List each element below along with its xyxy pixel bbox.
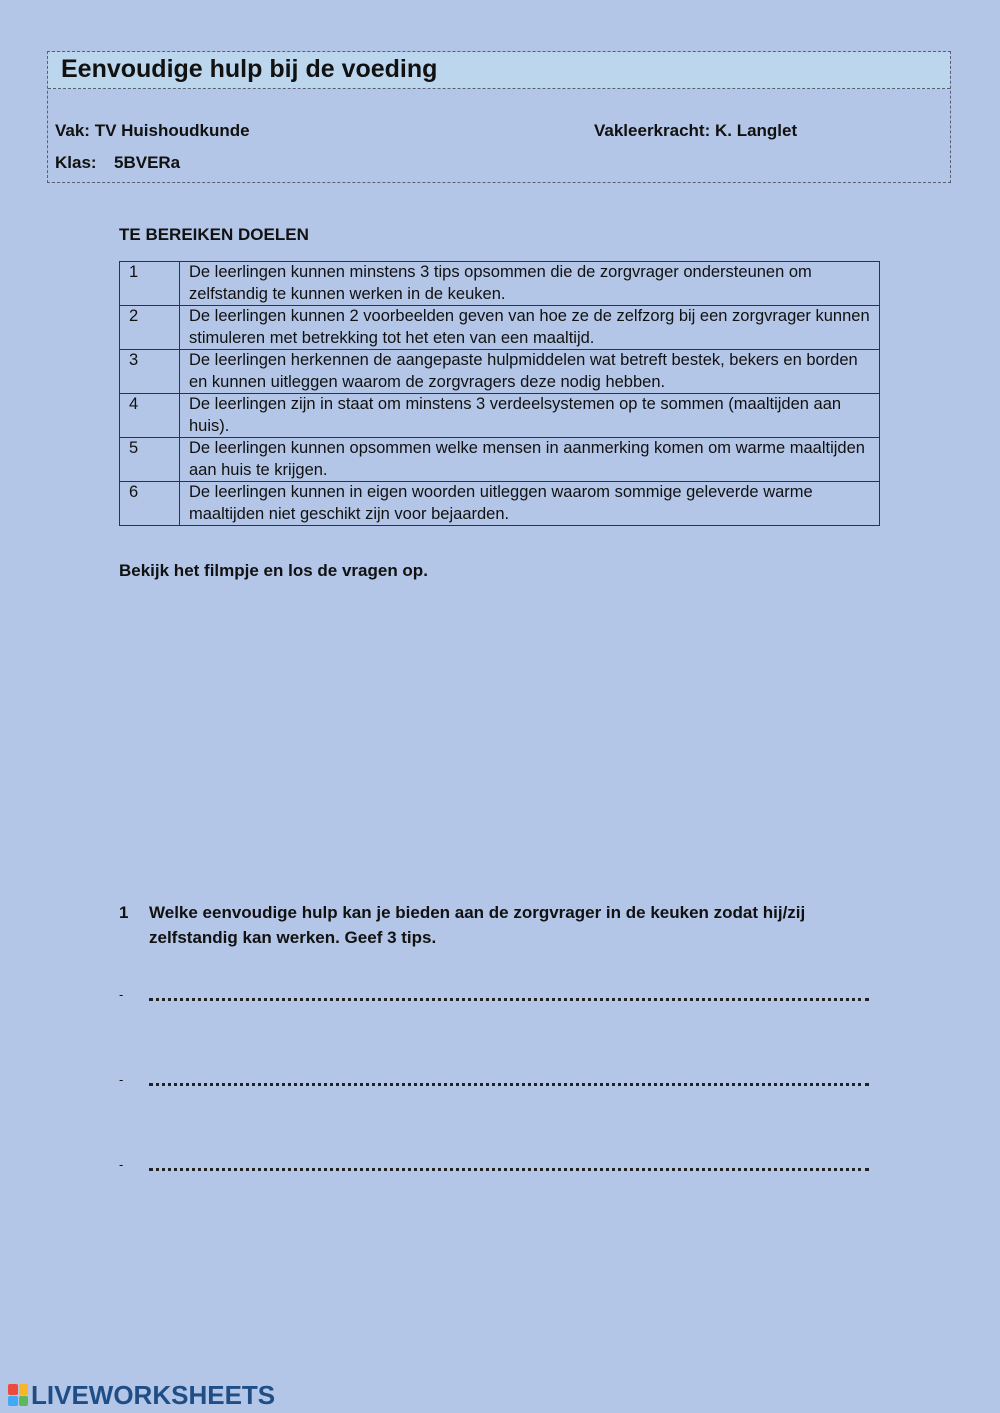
table-row (120, 350, 880, 394)
question-1 (119, 900, 879, 950)
goals-heading: TE BEREIKEN DOELEN (119, 225, 309, 244)
goal-number: 3 (120, 350, 180, 394)
table-row (120, 306, 880, 350)
worksheet-title: Eenvoudige hulp bij de voeding (48, 52, 950, 89)
question-text: Welke eenvoudige hulp kan je bieden aan de zorgvrager in de keuken zodat hij/zij zelfstandig kan werken. Geef 3 tips. (149, 903, 806, 947)
answer-dotted-line[interactable] (149, 1168, 869, 1171)
goal-number: 4 (120, 394, 180, 438)
goal-text: De leerlingen kunnen minstens 3 tips opsommen die de zorgvrager ondersteunen om zelfstandig te kunnen werken in de keuken. (180, 262, 880, 306)
table-row (120, 438, 880, 482)
goal-text: De leerlingen kunnen opsommen welke mensen in aanmerking komen om warme maaltijden aan huis te krijgen. (180, 438, 880, 482)
goals-table (119, 261, 880, 526)
logo-text: LIVEWORKSHEETS (31, 1379, 276, 1410)
bullet-dash: - (119, 1072, 124, 1087)
goal-number: 5 (120, 438, 180, 482)
goal-text: De leerlingen herkennen de aangepaste hulpmiddelen wat betreft bestek, bekers en borden en kunnen uitleggen waarom de zorgvragers deze nodig hebben. (180, 350, 880, 394)
goal-text: De leerlingen zijn in staat om minstens 3 verdeelsystemen op te sommen (maaltijden aan huis). (180, 394, 880, 438)
liveworksheets-logo[interactable] (8, 1381, 275, 1409)
answer-line-1[interactable] (119, 987, 869, 1009)
logo-square-blue (8, 1396, 18, 1407)
logo-square-red (8, 1384, 18, 1395)
answer-dotted-line[interactable] (149, 1083, 869, 1086)
answer-dotted-line[interactable] (149, 998, 869, 1001)
question-number: 1 (119, 903, 129, 922)
logo-square-green (19, 1396, 29, 1407)
bullet-dash: - (119, 1157, 124, 1172)
logo-square-yellow (19, 1384, 29, 1395)
class-value: 5BVERa (114, 153, 181, 172)
header-box (47, 51, 951, 183)
subject-label: Vak: TV Huishoudkunde (55, 121, 250, 140)
teacher-label: Vakleerkracht: K. Langlet (594, 121, 798, 140)
table-row (120, 482, 880, 526)
goal-text: De leerlingen kunnen in eigen woorden uitleggen waarom sommige geleverde warme maaltijden niet geschikt zijn voor bejaarden. (180, 482, 880, 526)
table-row (120, 394, 880, 438)
instruction-text: Bekijk het filmpje en los de vragen op. (119, 561, 428, 580)
goal-number: 2 (120, 306, 180, 350)
bullet-dash: - (119, 987, 124, 1002)
class-label: Klas: (55, 153, 97, 172)
answer-line-3[interactable] (119, 1157, 869, 1179)
goal-text: De leerlingen kunnen 2 voorbeelden geven van hoe ze de zelfzorg bij een zorgvrager kunnen stimuleren met betrekking tot het eten van een maaltijd. (180, 306, 880, 350)
answer-line-2[interactable] (119, 1072, 869, 1094)
goal-number: 6 (120, 482, 180, 526)
goal-number: 1 (120, 262, 180, 306)
table-row (120, 262, 880, 306)
logo-icon (8, 1384, 28, 1406)
